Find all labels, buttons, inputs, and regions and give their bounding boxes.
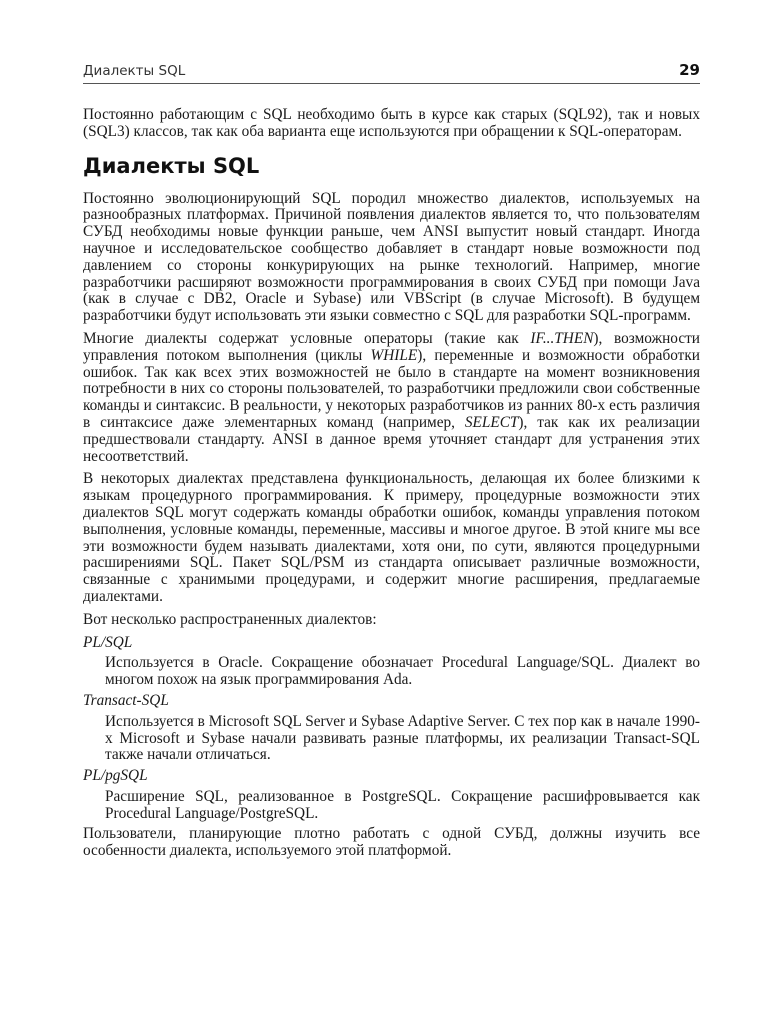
- text-span: ), возможности управления потоком выполнения (циклы: [83, 329, 700, 364]
- paragraph-3: В некоторых диалектах представлена функциональность, делающая их более близкими к языкам процедурного программирования. К примеру, процедурные возможности этих диалектов SQL могут содержать команды обработки ошибок, команды управления потоком выполнения, условные команды, переменные, массивы и многое другое. В этой книге мы все эти возможности будем называть диалектами, хотя они, по сути, являются процедурными расширениями SQL. Пакет SQL/PSM из стандарта описывает различные возможности, связанные с хранимыми процедурами, и содержит многие расширения, предлагаемые диалектами.: [83, 470, 700, 605]
- dialect-description-transact-sql: Используется в Microsoft SQL Server и Sybase Adaptive Server. С тех пор как в начале 1990-х Microsoft и Sybase начали развивать разные платформы, их реализации Transact-SQL также начали отличаться.: [105, 712, 700, 764]
- page-header: [83, 63, 700, 84]
- text-span: ), переменные и возможности обработки ошибок. Так как всех этих возможностей не было в стандарте на момент возникновения потребности в них со стороны пользователей, то разработчики предложили свои собственные команды и синтаксис. В реальности, у некоторых разработчиков из ранних 80-х есть различия в синтаксисе даже элементарных команд (например,: [83, 346, 700, 431]
- intro-paragraph: Постоянно работающим с SQL необходимо быть в курсе как старых (SQL92), так и новых (SQL3) классов, так как оба варианта еще используются при обращении к SQL-операторам.: [83, 106, 700, 140]
- keyword-while: WHILE: [370, 346, 418, 364]
- text-span: Многие диалекты содержат условные операторы (такие как: [83, 329, 531, 347]
- keyword-if-then: IF...THEN: [530, 329, 594, 347]
- keyword-select: SELECT: [464, 413, 519, 431]
- dialect-description-plsql: Используется в Oracle. Сокращение обозначает Procedural Language/SQL. Диалект во многом похож на язык программирования Ada.: [105, 654, 700, 689]
- section-title: Диалекты SQL: [83, 153, 260, 178]
- running-title: Диалекты SQL: [83, 63, 186, 79]
- paragraph-5: Пользователи, планирующие плотно работать с одной СУБД, должны изучить все особенности диалекта, используемого этой платформой.: [83, 825, 700, 860]
- text-span: ), так как их реализации предшествовали стандарту. ANSI в данное время уточняет стандарт для устранения этих несоответствий.: [83, 413, 700, 465]
- paragraph-2: [83, 331, 700, 465]
- dialect-description-plpgsql: Расширение SQL, реализованное в PostgreSQL. Сокращение расшифровывается как Procedural Language/PostgreSQL.: [105, 787, 700, 822]
- dialect-term-plsql: PL/SQL: [83, 633, 133, 651]
- paragraph-4: Вот несколько распространенных диалектов:: [83, 610, 377, 628]
- dialect-term-plpgsql: PL/pgSQL: [83, 767, 148, 785]
- page-number: 29: [679, 61, 700, 79]
- page-content: [83, 107, 700, 866]
- dialect-term-transact-sql: Transact-SQL: [83, 691, 169, 709]
- paragraph-1: Постоянно эволюционирующий SQL породил множество диалектов, используемых на разнообразных платформах. Причиной появления диалектов является то, что пользователям СУБД необходимы новые функции раньше, чем ANSI выпустит новый стандарт. Иногда научное и исследовательское сообщество добавляет в стандарт новые возможности под давлением со стороны конкурирующих на рынке технологий. Например, многие разработчики расширяют возможности программирования в своих СУБД при помощи Java (как в случае с DB2, Oracle и Sybase) или VBScript (в случае Microsoft). В будущем разработчики будут использовать эти языки совместно с SQL для разработки SQL-программ.: [83, 189, 700, 325]
